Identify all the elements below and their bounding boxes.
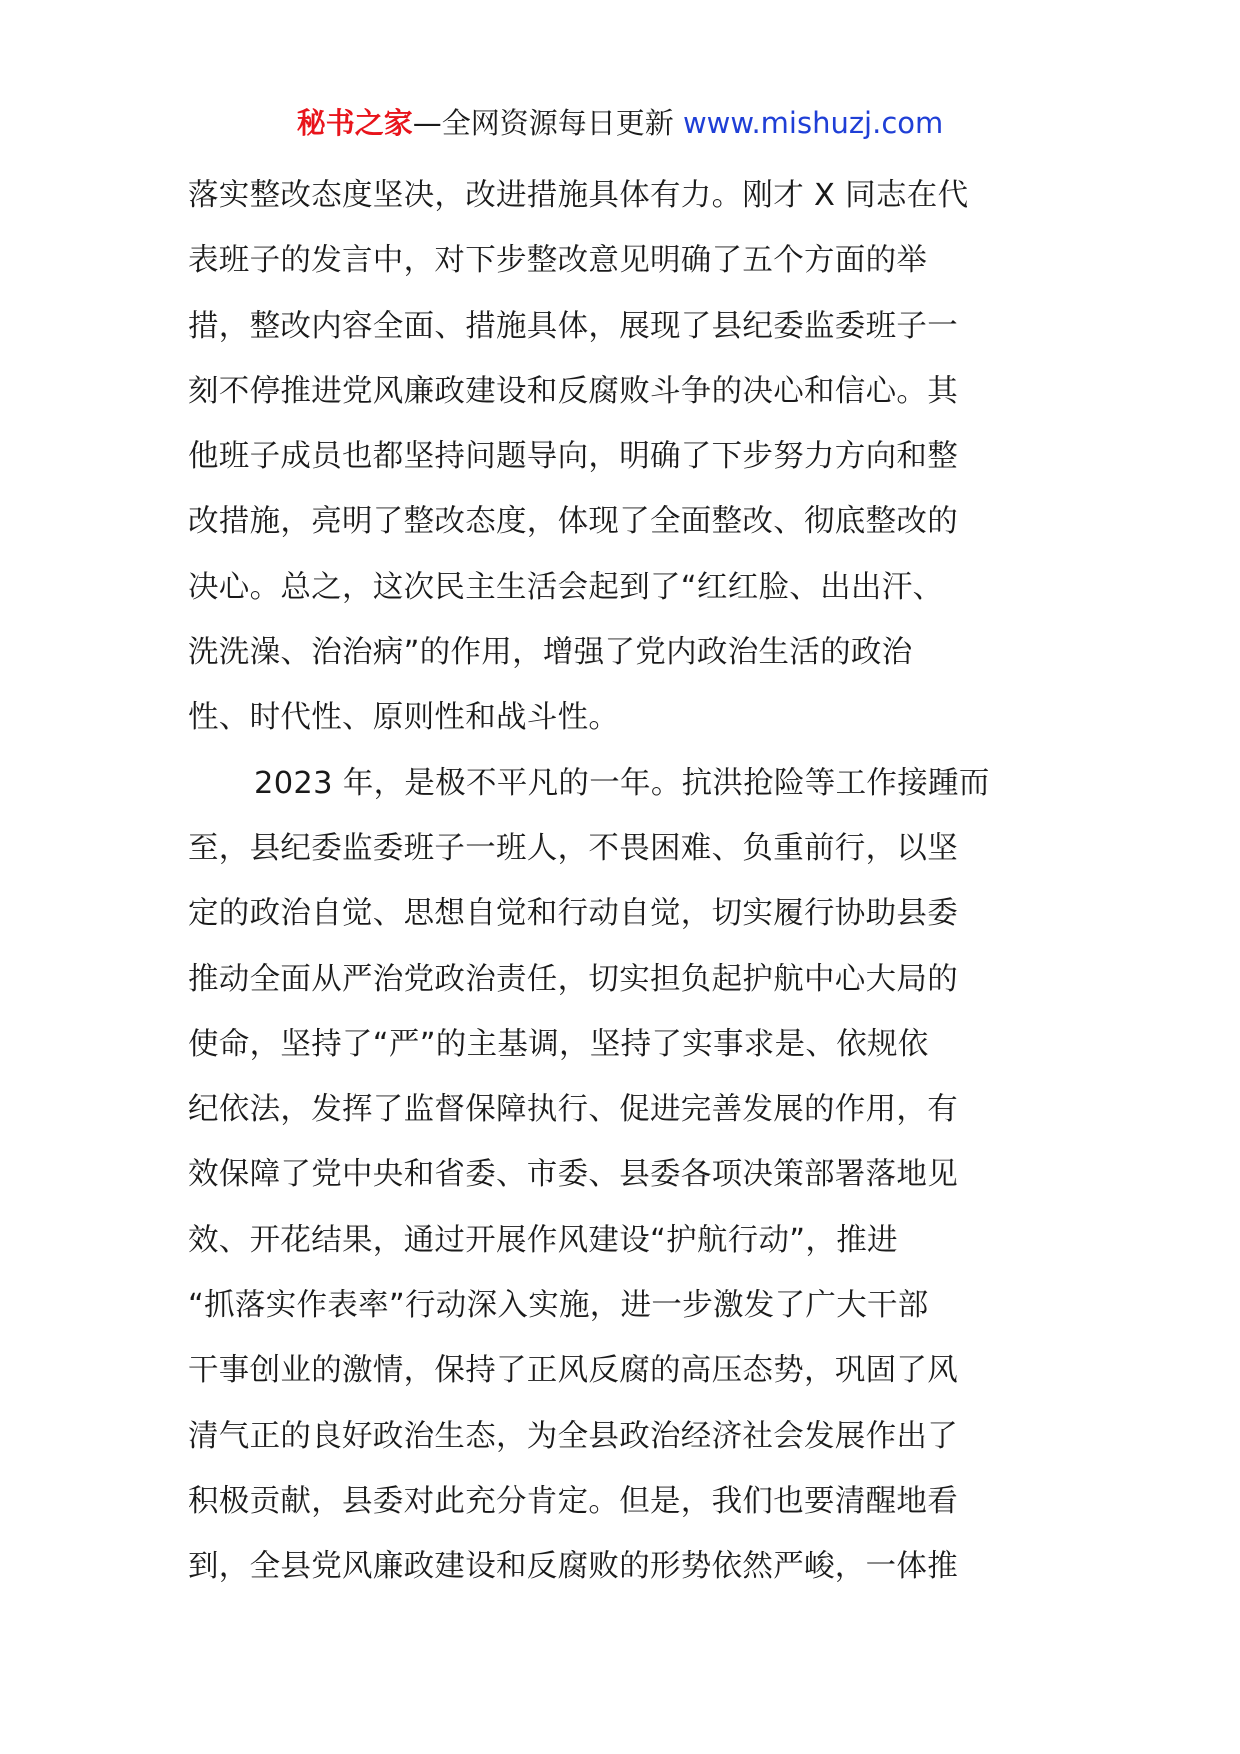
site-header	[0, 103, 1240, 143]
document-body	[188, 163, 1058, 1600]
text-line: 落实整改态度坚决，改进措施具体有力。刚才 X 同志在代	[188, 178, 969, 213]
site-tagline: —全网资源每日更新	[412, 106, 683, 140]
text-line: 到，全县党风廉政建设和反腐败的形势依然严峻，一体推	[188, 1549, 958, 1585]
text-line: 决心。总之，这次民主生活会起到了“红红脸、出出汗、	[188, 569, 944, 605]
text-line: 干事创业的激情，保持了正风反腐的高压态势，巩固了风	[188, 1353, 958, 1389]
text-line: 表班子的发言中，对下步整改意见明确了五个方面的举	[188, 243, 928, 279]
text-line: 积极贡献，县委对此充分肯定。但是，我们也要清醒地看	[188, 1483, 958, 1519]
text-line: 效、开花结果，通过开展作风建设“护航行动”，推进	[188, 1222, 898, 1258]
paragraph-first-line: 2023 年，是极不平凡的一年。抗洪抢险等工作接踵而	[254, 765, 990, 801]
site-url-link[interactable]: www.mishuzj.com	[682, 106, 944, 140]
text-line: 效保障了党中央和省委、市委、县委各项决策部署落地见	[188, 1157, 958, 1193]
text-line: 使命，坚持了“严”的主基调，坚持了实事求是、依规依	[188, 1026, 929, 1062]
text-line: “抓落实作表率”行动深入实施，进一步激发了广大干部	[188, 1288, 929, 1324]
text-line: 他班子成员也都坚持问题导向，明确了下步努力方向和整	[188, 439, 958, 475]
text-line: 定的政治自觉、思想自觉和行动自觉，切实履行协助县委	[188, 896, 958, 932]
text-line: 洗洗澡、治治病”的作用，增强了党内政治生活的政治	[188, 635, 913, 671]
site-brand: 秘书之家	[296, 106, 413, 140]
text-line: 推动全面从严治党政治责任，切实担负起护航中心大局的	[188, 961, 958, 997]
text-line: 措，整改内容全面、措施具体，展现了县纪委监委班子一	[188, 308, 958, 344]
text-line: 改措施，亮明了整改态度，体现了全面整改、彻底整改的	[188, 504, 958, 540]
text-line: 至，县纪委监委班子一班人，不畏困难、负重前行，以坚	[188, 830, 958, 866]
text-line: 清气正的良好政治生态，为全县政治经济社会发展作出了	[188, 1418, 958, 1454]
text-line: 刻不停推进党风廉政建设和反腐败斗争的决心和信心。其	[188, 373, 958, 409]
text-line: 纪依法，发挥了监督保障执行、促进完善发展的作用，有	[188, 1092, 958, 1128]
text-line: 性、时代性、原则性和战斗性。	[188, 700, 620, 736]
